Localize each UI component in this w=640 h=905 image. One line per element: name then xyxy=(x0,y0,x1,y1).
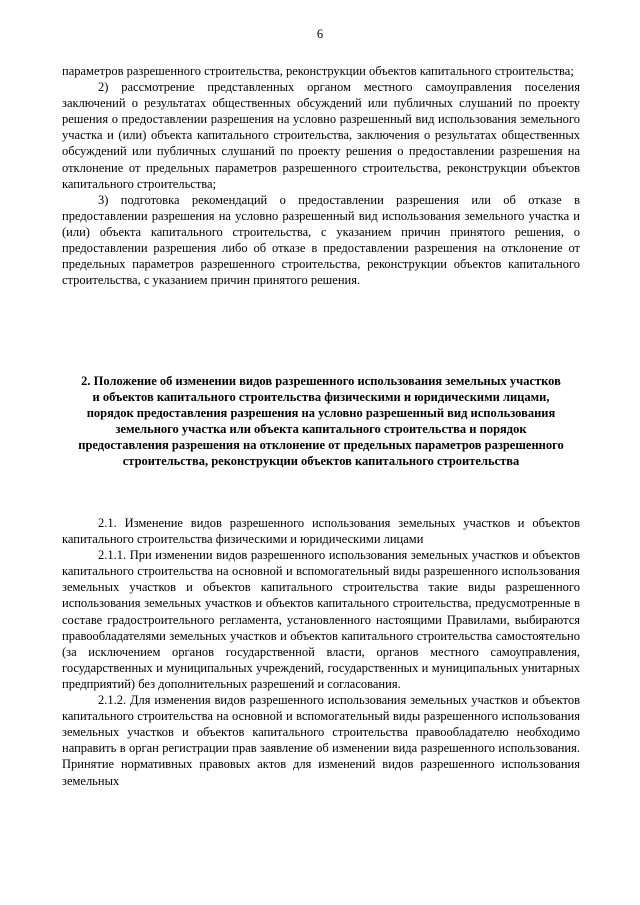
paragraph-item-2: 2) рассмотрение представленных органом местного самоуправления поселения заключений о результатах общественных обсуждений или публичных слушаний по проекту решения о предоставлении разрешения на условно разрешенный вид использования земельного участка и (или) объекта капитального строительства, заключения о результатах общественных обсуждений или публичных слушаний по проекту решения о предоставлении разрешения на отклонение от предельных параметров разрешенного строительства, реконструкции объектов капитального строительства; xyxy=(62,80,580,191)
paragraph-continuation: параметров разрешенного строительства, реконструкции объектов капитального строительства; xyxy=(62,64,574,78)
page-number: 6 xyxy=(316,27,324,41)
paragraph-2-1-1: 2.1.1. При изменении видов разрешенного использования земельных участков и объектов капитального строительства на основной и вспомогательный виды разрешенного использования земельных участков и объектов капитального строительства такие виды разрешенного использования земельных участков и объектов капитального строительства, предусмотренные в составе градостроительного регламента, установленного настоящими Правилами, выбираются правообладателями земельных участков и объектов капитального строительства самостоятельно (за исключением органов государственной власти, органов местного самоуправления, государственных и муниципальных учреждений, государственных и муниципальных унитарных предприятий) без дополнительных разрешений и согласования. xyxy=(62,548,580,691)
section-heading: 2. Положение об изменении видов разрешенного использования земельных участков и объектов капитального строительства физическими и юридическими лицами, порядок предоставления разрешения на условно разрешенный вид использования земельного участка или объекта капитального строительства и порядок предоставления разрешения на отклонение от предельных параметров разрешенного строительства, реконструкции объектов капитального строительства xyxy=(78,374,564,469)
paragraph-2-1: 2.1. Изменение видов разрешенного использования земельных участков и объектов капитального строительства физическими и юридическими лицами xyxy=(62,516,580,547)
body-text-block xyxy=(62,515,580,789)
paragraph-item-3: 3) подготовка рекомендаций о предоставлении разрешения или об отказе в предоставлении разрешения на условно разрешенный вид использования земельного участка и (или) объекта капитального строительства, с указанием причин принятого решения, о предоставлении разрешения либо об отказе в предоставлении разрешения на отклонение от предельных параметров разрешенного строительства, реконструкции объектов капитального строительства, с указанием причин принятого решения. xyxy=(62,192,580,288)
section-heading-block xyxy=(78,373,564,470)
top-text-block xyxy=(62,63,580,288)
paragraph-2-1-2: 2.1.2. Для изменения видов разрешенного использования земельных участков и объектов капитального строительства на основной и вспомогательный виды разрешенного использования земельных участков и объектов капитального строительства правообладателю необходимо направить в орган регистрации прав заявление об изменении вида разрешенного использования. Принятие нормативных правовых актов для изменений видов разрешенного использования земельных xyxy=(62,693,580,788)
